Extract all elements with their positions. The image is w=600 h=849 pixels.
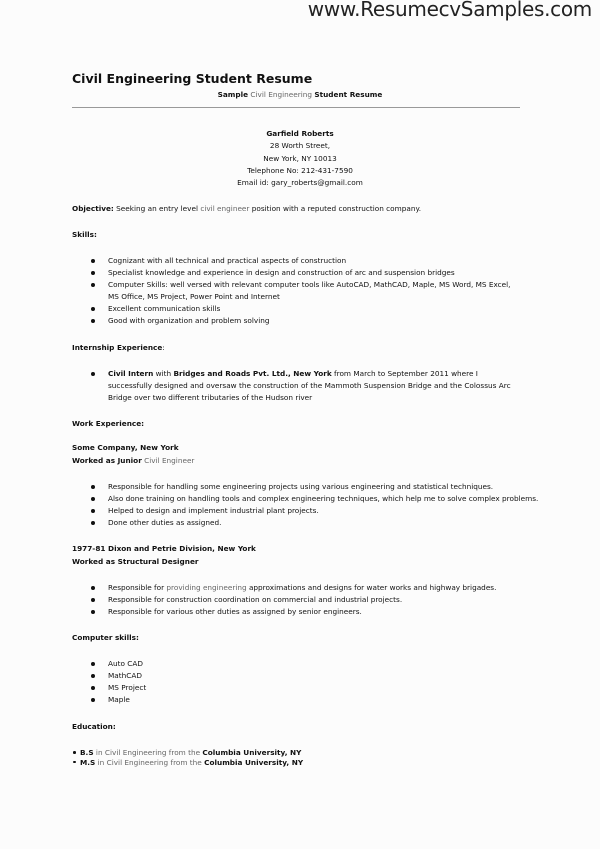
page-title: Civil Engineering Student Resume [72, 71, 313, 86]
objective-text-c: position with a reputed construction company. [251, 204, 422, 213]
computer-skills-list [72, 658, 513, 706]
job2-item-a: Responsible for [108, 583, 165, 592]
job2-company: 1977-81 Dixon and Petrie Division, New York [72, 544, 256, 553]
list-item: Auto CAD [72, 658, 513, 670]
computer-skills-heading: Computer skills: [72, 633, 139, 642]
list-item: Excellent communication skills [72, 303, 513, 315]
list-item: Done other duties as assigned. [72, 517, 568, 529]
contact-name: Garfield Roberts [266, 129, 334, 138]
list-item: Responsible for various other duties as assigned by senior engineers. [72, 606, 568, 618]
job2-item-link[interactable]: providing engineering [166, 583, 247, 592]
list-item: Cognizant with all technical and practical aspects of construction [72, 255, 513, 267]
job2-item-c: approximations and designs for water works and highway brigades. [248, 583, 497, 592]
intern-role: Civil Intern [108, 369, 154, 378]
subtitle-a: Sample [217, 90, 249, 99]
job2-role: Worked as Structural Designer [72, 557, 199, 566]
edu-field: in Civil Engineering from the [95, 748, 201, 757]
job1-role [72, 455, 194, 467]
internship-heading-text: Internship Experience [72, 343, 163, 352]
objective-text-a: Seeking an entry level [116, 204, 198, 213]
contact-email: Email id: gary_roberts@gmail.com [237, 178, 363, 188]
job1-role-link[interactable]: Civil Engineer [144, 456, 195, 465]
edu-school: Columbia University, NY [202, 748, 302, 757]
education-list [72, 748, 530, 767]
work-heading: Work Experience: [72, 419, 145, 428]
list-item [72, 582, 568, 594]
contact-city: New York, NY 10013 [263, 153, 337, 163]
list-item: Specialist knowledge and experience in design and construction of arc and suspension bridges [72, 267, 513, 279]
job2-list [72, 582, 568, 618]
list-item [72, 368, 513, 404]
list-item: Responsible for construction coordination on commercial and industrial projects. [72, 594, 568, 606]
contact-phone: Telephone No: 212-431-7590 [247, 165, 353, 175]
intern-details: from March to September 2011 where I successfully designed and oversaw the construction of the Mammoth Suspension Bridge and the Colossus Arc Bridge over two different tributaries of the Hudson river [108, 369, 511, 402]
list-item: Helped to design and implement industrial plant projects. [72, 505, 568, 517]
objective-link[interactable]: civil engineer [200, 204, 250, 213]
subtitle-c: Student Resume [314, 90, 383, 99]
skills-list [72, 255, 513, 327]
education-heading: Education: [72, 722, 116, 731]
internship-heading [72, 342, 165, 354]
list-item: Responsible for handling some engineering projects using various engineering and statistical techniques. [72, 481, 568, 493]
objective [72, 203, 421, 215]
list-item [72, 758, 530, 768]
site-watermark-url: www.ResumecvSamples.com [307, 0, 592, 21]
edu-school: Columbia University, NY [204, 757, 304, 767]
list-item: MathCAD [72, 670, 513, 682]
contact-street: 28 Worth Street, [269, 141, 331, 151]
edu-degree: B.S [80, 748, 94, 757]
internship-colon: : [162, 343, 165, 352]
list-item: MS Project [72, 682, 513, 694]
subtitle [0, 90, 600, 99]
list-item: Also done training on handling tools and complex engineering techniques, which help me to solve complex problems. [72, 493, 568, 505]
list-item: Maple [72, 694, 513, 706]
internship-list [72, 368, 513, 404]
objective-label: Objective: [72, 204, 114, 213]
list-item: Good with organization and problem solving [72, 315, 513, 327]
job1-role-a: Worked as Junior [72, 456, 142, 465]
intern-with: with [155, 369, 172, 378]
job1-list [72, 481, 568, 529]
job1-company: Some Company, New York [72, 443, 179, 452]
contact-block [0, 128, 600, 189]
list-item: Computer Skills: well versed with relevant computer tools like AutoCAD, MathCAD, Maple, MS Word, MS Excel, MS Office, MS Project, Power Point and Internet [72, 279, 513, 303]
subtitle-link[interactable]: Civil Engineering [250, 90, 313, 99]
divider [72, 107, 520, 108]
list-item [72, 748, 530, 758]
edu-field: in Civil Engineering from the [97, 757, 202, 767]
edu-degree: M.S [80, 757, 96, 767]
intern-company: Bridges and Roads Pvt. Ltd., New York [173, 369, 332, 378]
skills-heading: Skills: [72, 230, 97, 239]
